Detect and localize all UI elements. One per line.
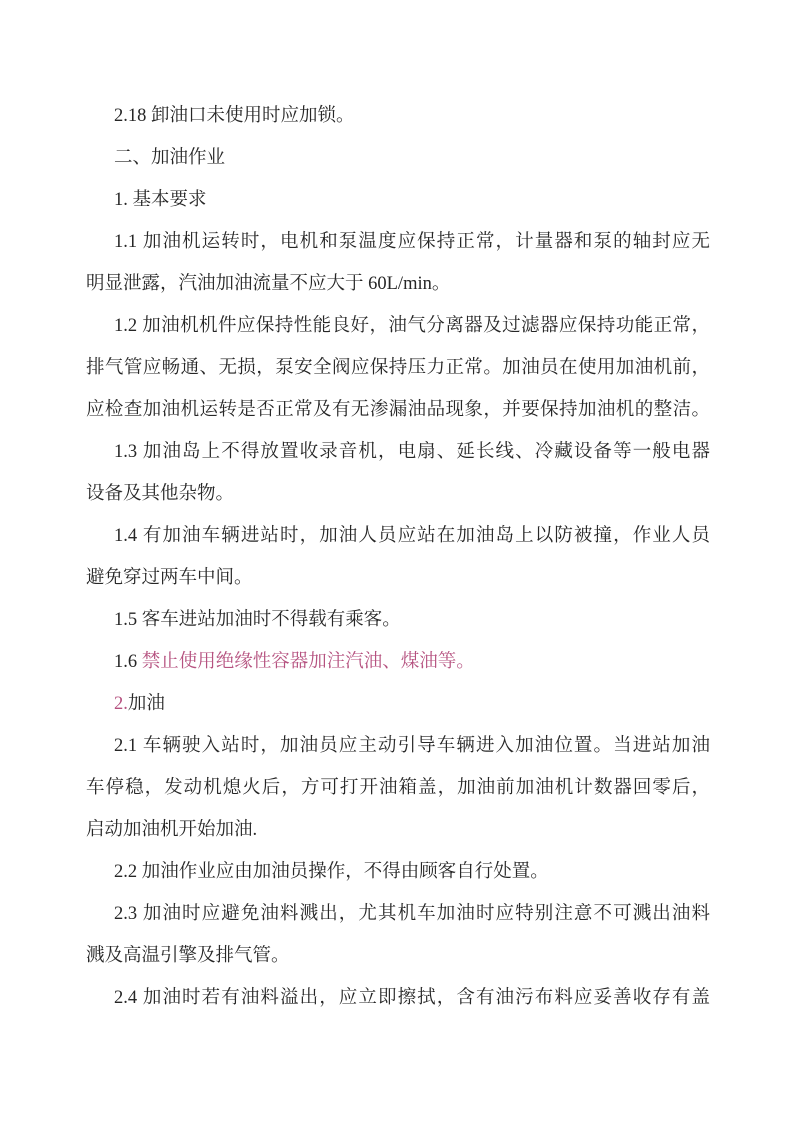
- paragraph-line: [86, 389, 710, 431]
- text-run: 1.2 加油机机件应保持性能良好，油气分离器及过滤器应保持功能正常，: [114, 316, 710, 336]
- paragraph-line: [86, 767, 710, 809]
- paragraph-line: [86, 263, 710, 305]
- text-run: 溅及高温引擎及排气管。: [86, 946, 290, 966]
- paragraph-line: [86, 95, 710, 137]
- paragraph-line: [86, 683, 710, 725]
- paragraph-line: [86, 221, 710, 263]
- paragraph-line: [86, 179, 710, 221]
- paragraph-line: [86, 431, 710, 473]
- document-body: [86, 95, 710, 1019]
- text-run: 1.3 加油岛上不得放置收录音机，电扇、延长线、冷藏设备等一般电器: [114, 442, 710, 462]
- text-run: 2.3 加油时应避免油料溅出，尤其机车加油时应特别注意不可溅出油料: [114, 904, 710, 924]
- paragraph-line: [86, 137, 710, 179]
- text-run: 2.1 车辆驶入站时，加油员应主动引导车辆进入加油位置。当进站加油: [114, 736, 710, 756]
- text-run: 1. 基本要求: [114, 190, 207, 210]
- paragraph-line: [86, 977, 710, 1019]
- paragraph-line: [86, 305, 710, 347]
- paragraph-line: [86, 851, 710, 893]
- accent-text-run: 禁止使用绝缘性容器加注汽油、煤油等。: [141, 652, 475, 672]
- paragraph-line: [86, 347, 710, 389]
- text-run: 设备及其他杂物。: [86, 484, 235, 504]
- accent-text-run: 2.: [114, 694, 128, 714]
- paragraph-line: [86, 935, 710, 977]
- text-run: 二、加油作业: [114, 148, 226, 168]
- paragraph-line: [86, 557, 710, 599]
- text-run: 车停稳，发动机熄火后，方可打开油箱盖，加油前加油机计数器回零后，: [86, 778, 710, 798]
- paragraph-line: [86, 641, 710, 683]
- text-run: 1.1 加油机运转时，电机和泵温度应保持正常，计量器和泵的轴封应无: [114, 232, 710, 252]
- text-run: 应检查加油机运转是否正常及有无渗漏油品现象，并要保持加油机的整洁。: [86, 400, 710, 420]
- text-run: 2.4 加油时若有油料溢出，应立即擦拭，含有油污布料应妥善收存有盖: [114, 988, 710, 1008]
- text-run: 1.5 客车进站加油时不得载有乘客。: [114, 610, 401, 630]
- paragraph-line: [86, 515, 710, 557]
- text-run: 2.2 加油作业应由加油员操作，不得由顾客自行处置。: [114, 862, 549, 882]
- paragraph-line: [86, 599, 710, 641]
- text-run: 加油: [127, 694, 165, 714]
- paragraph-line: [86, 725, 710, 767]
- paragraph-line: [86, 473, 710, 515]
- text-run: 明显泄露，汽油加油流量不应大于 60L/min。: [86, 274, 451, 294]
- text-run: 排气管应畅通、无损，泵安全阀应保持压力正常。加油员在使用加油机前，: [86, 358, 710, 378]
- text-run: 启动加油机开始加油.: [86, 820, 258, 840]
- text-run: 避免穿过两车中间。: [86, 568, 253, 588]
- text-run: 1.4 有加油车辆进站时，加油人员应站在加油岛上以防被撞，作业人员: [114, 526, 710, 546]
- paragraph-line: [86, 809, 710, 851]
- paragraph-line: [86, 893, 710, 935]
- text-run: 2.18 卸油口未使用时应加锁。: [114, 106, 355, 126]
- text-run: 1.6: [114, 652, 142, 672]
